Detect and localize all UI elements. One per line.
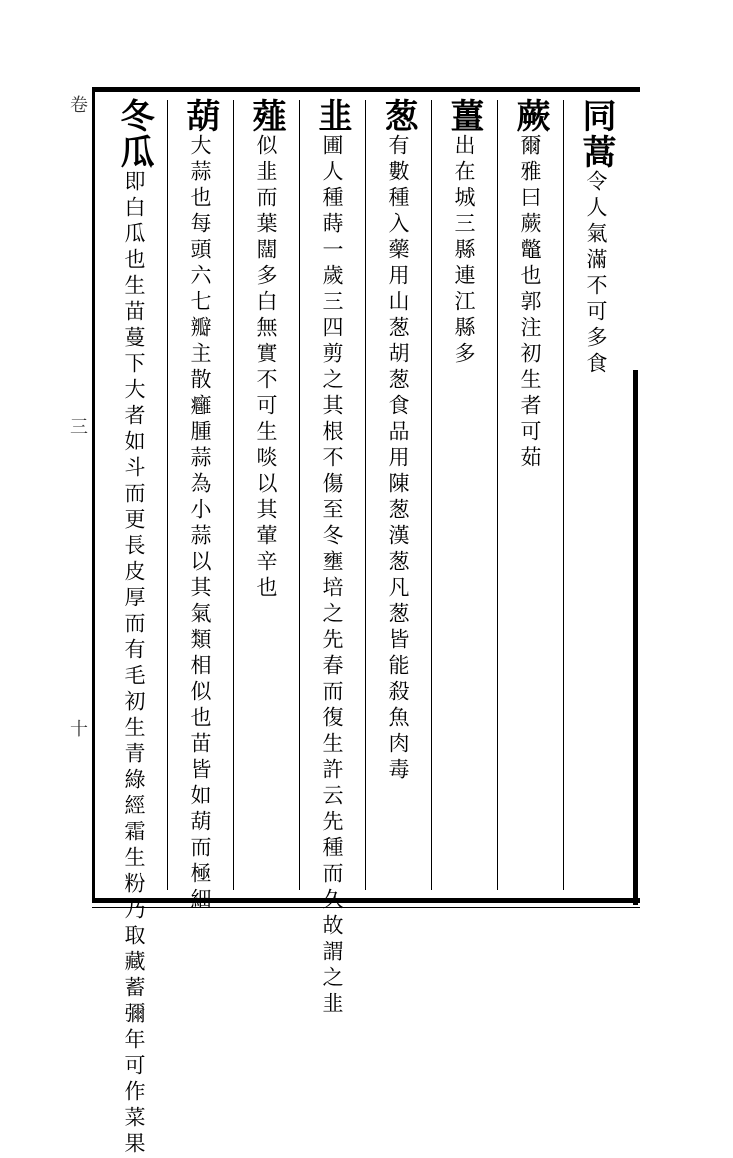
entry-donggua — [112, 98, 156, 1158]
column-divider — [233, 100, 234, 890]
entry-heading: 冬瓜 — [114, 98, 154, 170]
margin-char: 十 — [70, 719, 88, 740]
column-divider — [365, 100, 366, 890]
column-divider — [167, 100, 168, 890]
entry-heading: 蕨 — [510, 98, 550, 134]
entry-heading: 韭 — [312, 98, 352, 134]
fold-margin — [68, 95, 90, 895]
entry-text: 令人氣滿不可多食 — [584, 170, 608, 378]
entry-text: 大蒜也每頭六七瓣主散癰腫蒜為小蒜以其氣類相似也苗皆如葫而極細 — [188, 134, 212, 914]
left-border — [92, 87, 95, 902]
entry-heading: 葫 — [180, 98, 220, 134]
entry-text: 圃人種蒔一歲三四剪之其根不傷至冬壅培之先春而復生許云先種而久故謂之韭 — [320, 134, 344, 1018]
column-divider — [431, 100, 432, 890]
entry-text: 即白瓜也生苗蔓下大者如斗而更長皮厚而有毛初生青綠經霜生粉乃取藏蓄彌年可作菜果 — [122, 170, 146, 1158]
entry-jiu — [310, 98, 354, 1018]
entry-text: 出在城三縣連江縣多 — [452, 134, 476, 368]
top-border — [92, 87, 640, 92]
margin-char: 三 — [70, 417, 88, 438]
column-divider — [299, 100, 300, 890]
entry-hu — [178, 98, 222, 914]
entry-text: 似韭而葉闊多白無實不可生啖以其葷辛也 — [254, 134, 278, 602]
column-divider — [497, 100, 498, 890]
entry-heading: 同蒿 — [576, 98, 616, 170]
column-divider — [563, 100, 564, 890]
bottom-border — [92, 898, 640, 903]
right-border — [633, 370, 638, 905]
entry-xie — [244, 98, 288, 602]
entry-jiang — [442, 98, 486, 368]
entry-heading: 薤 — [246, 98, 286, 134]
bottom-border-thin — [92, 907, 640, 908]
entry-text: 爾雅曰蕨鼈也郭注初生者可茹 — [518, 134, 542, 472]
entry-text: 有數種入藥用山葱胡葱食品用陳葱漢葱凡葱皆能殺魚肉毒 — [386, 134, 410, 784]
margin-char: 卷 — [70, 95, 88, 116]
entry-jue — [508, 98, 552, 472]
entry-cong — [376, 98, 420, 784]
entry-heading: 葱 — [378, 98, 418, 134]
entry-tongge — [574, 98, 618, 378]
entry-heading: 薑 — [444, 98, 484, 134]
